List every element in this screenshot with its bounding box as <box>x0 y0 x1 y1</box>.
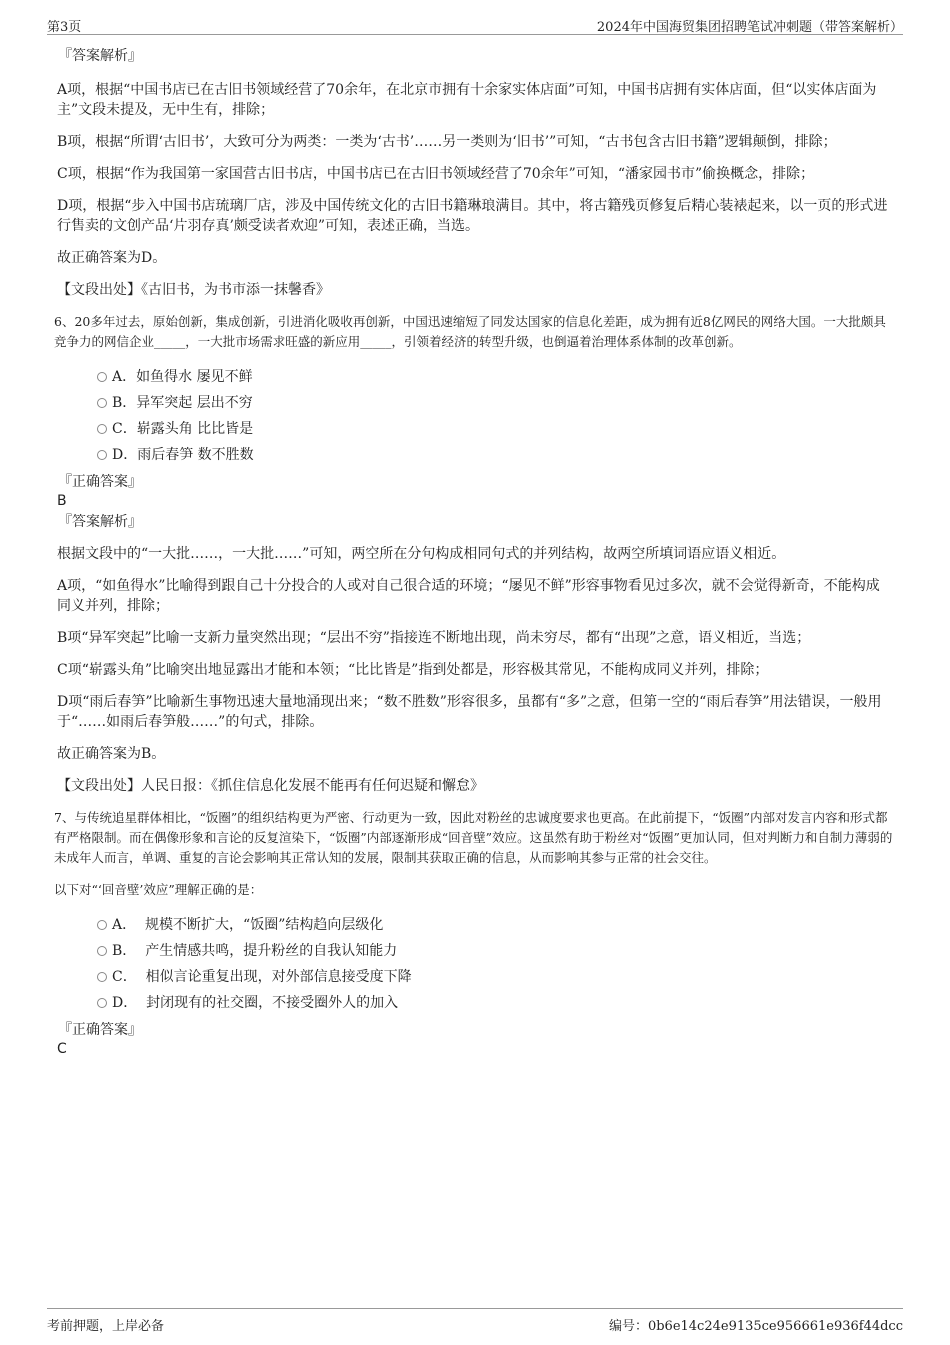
page-header <box>47 14 903 35</box>
q6-source: 【文段出处】人民日报：《抓住信息化发展不能再有任何迟疑和懈怠》 <box>57 778 484 794</box>
q7-option-d[interactable] <box>57 990 893 1016</box>
option-letter: B． <box>112 943 137 959</box>
document-body <box>54 46 893 1058</box>
q6-option-c[interactable] <box>57 416 893 442</box>
q7-option-c[interactable] <box>57 964 893 990</box>
q6-analysis-label: 『答案解析』 <box>58 514 142 530</box>
q6-option-b[interactable] <box>57 390 893 416</box>
q6-conclusion: 故正确答案为B。 <box>57 746 166 762</box>
q6-option-d[interactable] <box>57 442 893 468</box>
footer-slogan: 考前押题，上岸必备 <box>47 1319 165 1334</box>
q5-analysis-d: D项，根据“步入中国书店琉璃厂店，涉及中国传统文化的古旧书籍琳琅满目。其中，将古籍残页修复后精心装裱起来，以一页的形式进行售卖的文创产品‘片羽存真’颇受读者欢迎”可知，表述正确，当选。 <box>57 198 888 234</box>
q5-source: 【文段出处】《古旧书，为书市添一抹馨香》 <box>57 282 330 298</box>
option-text: 相似言论重复出现，对外部信息接受度下降 <box>145 969 412 985</box>
q7-option-a[interactable] <box>57 912 893 938</box>
option-text: 崭露头角 比比皆是 <box>136 421 254 437</box>
radio-icon[interactable] <box>97 972 107 982</box>
q7-stem: 7、与传统追星群体相比，“饭圈”的组织结构更为严密、行动更为一致，因此对粉丝的忠诚度要求也更高。在此前提下，“饭圈”内部对发言内容和形式都有严格限制。而在偶像形象和言论的反复渲染下，“饭圈”内部逐渐形成“回音壁”效应。这虽然有助于粉丝对“饭圈”更加认同，但对判断力和自制力薄弱的未成年人而言，单调、重复的言论会影响其正常认知的发展，限制其获取正确的信息，从而影响其参与正常的社会交往。 <box>54 810 893 865</box>
q6-option-a[interactable] <box>57 364 893 390</box>
option-text: 如鱼得水 屡见不鲜 <box>136 369 253 385</box>
document-code: 编号：0b6e14c24e9135ce956661e936f44dcc <box>608 1319 903 1334</box>
q5-analysis-c: C项，根据“作为我国第一家国营古旧书店，中国书店已在古旧书领域经营了70余年”可知，“潘家园书市”偷换概念，排除； <box>57 166 815 182</box>
option-letter: C． <box>112 421 137 437</box>
q5-analysis-label: 『答案解析』 <box>58 48 142 64</box>
radio-icon[interactable] <box>97 398 107 408</box>
document-title: 2024年中国海贸集团招聘笔试冲刺题（带答案解析） <box>596 20 903 35</box>
q7-prompt: 以下对“‘回音壁’效应”理解正确的是： <box>54 882 263 897</box>
option-text: 雨后春笋 数不胜数 <box>137 447 254 463</box>
q7-option-b[interactable] <box>57 938 893 964</box>
option-letter: A． <box>112 917 137 933</box>
q6-analysis-d: D项“雨后春笋”比喻新生事物迅速大量地涌现出来；“数不胜数”形容很多，虽都有“多”之意，但第一空的“雨后春笋”用法错误，一般用于“……如雨后春笋般……”的句式，排除。 <box>57 694 882 730</box>
q6-correct-answer: B <box>57 493 67 509</box>
q6-options <box>57 364 893 468</box>
q5-analysis-a: A项，根据“中国书店已在古旧书领域经营了70余年，在北京市拥有十余家实体店面”可知，中国书店拥有实体店面，但“以实体店面为主”文段未提及，无中生有，排除； <box>57 82 877 118</box>
page-number: 第3页 <box>47 20 82 35</box>
option-letter: D． <box>112 447 138 463</box>
q7-correct-answer: C <box>57 1041 67 1057</box>
q5-conclusion: 故正确答案为D。 <box>57 250 167 266</box>
q6-analysis-c: C项“崭露头角”比喻突出地显露出才能和本领；“比比皆是”指到处都是，形容极其常见，不能构成同义并列，排除； <box>57 662 769 678</box>
radio-icon[interactable] <box>97 424 107 434</box>
radio-icon[interactable] <box>97 450 107 460</box>
radio-icon[interactable] <box>97 946 107 956</box>
q7-correct-label: 『正确答案』 <box>58 1022 142 1038</box>
radio-icon[interactable] <box>97 998 107 1008</box>
option-text: 封闭现有的社交圈，不接受圈外人的加入 <box>146 995 399 1011</box>
radio-icon[interactable] <box>97 920 107 930</box>
q6-analysis-b: B项“异军突起”比喻一支新力量突然出现；“层出不穷”指接连不断地出现，尚未穷尽，都有“出现”之意，语义相近，当选； <box>57 630 811 646</box>
q6-correct-label: 『正确答案』 <box>58 474 142 490</box>
option-letter: A． <box>112 369 137 385</box>
option-letter: B． <box>112 395 137 411</box>
option-text: 异军突起 层出不穷 <box>136 395 253 411</box>
page-footer <box>47 1308 903 1333</box>
q6-analysis-intro: 根据文段中的“一大批……，一大批……”可知，两空所在分句构成相同句式的并列结构，故两空所填词语应语义相近。 <box>57 546 786 562</box>
option-letter: C． <box>112 969 137 985</box>
q7-options <box>57 912 893 1016</box>
option-letter: D． <box>112 995 138 1011</box>
option-text: 规模不断扩大，“饭圈”结构趋向层级化 <box>145 917 384 933</box>
radio-icon[interactable] <box>97 372 107 382</box>
q6-stem: 6、20多年过去，原始创新，集成创新，引进消化吸收再创新，中国迅速缩短了同发达国家的信息化差距，成为拥有近8亿网民的网络大国。一大批颇具竞争力的网信企业_____，一大批市场需求旺盛的新应用_____，引领着经济的转型升级，也倒逼着治理体系体制的改革创新。 <box>54 314 886 349</box>
q6-analysis-a: A项，“如鱼得水”比喻得到跟自己十分投合的人或对自己很合适的环境；“屡见不鲜”形容事物看见过多次，就不会觉得新奇，不能构成同义并列，排除； <box>57 578 880 614</box>
q5-analysis-b: B项，根据“所谓‘古旧书’，大致可分为两类：一类为‘古书’……另一类则为‘旧书’”可知，“古书包含古旧书籍”逻辑颠倒，排除； <box>57 134 837 150</box>
option-text: 产生情感共鸣，提升粉丝的自我认知能力 <box>145 943 398 959</box>
